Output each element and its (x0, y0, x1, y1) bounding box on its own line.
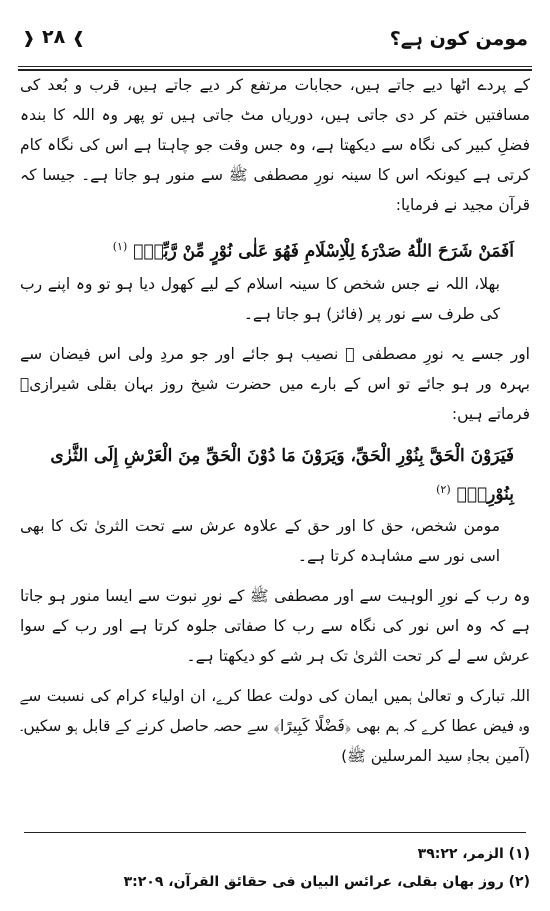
header-rule (18, 66, 532, 67)
paragraph: وہ رب کے نورِ الوہیت سے اور مصطفی ﷺ کے نورِ نبوت سے ایسا منور ہو جاتا ہے کہ وہ اس نور کی نگاہ سے رب کا صفاتی جلوہ کرتا ہے اور رب کے سوا عرش سے لے کر تحت الثریٰ تک ہر شے کو دیکھتا ہے۔ (20, 587, 530, 666)
paragraph: اللہ تبارک و تعالیٰ ہمیں ایمان کی دولت عطا کرے، ان اولیاء کرام کی نسبت سے وہ فیض عطا کرے کہ ہم بھی ﴿فَضْلًا كَبِيرًا﴾ سے حصہ حاصل کرنے کے قابل ہو سکیں۔ (آمین بجاہِ سید المرسلین ﷺ) (20, 687, 530, 766)
arabic-quote (20, 439, 530, 512)
page-number-group (22, 26, 85, 48)
arabic-quote-text: فَیَرَوْنَ الْحَقَّ بِنُوْرِ الْحَقِّ، وَیَرَوْنَ مَا دُوْنَ الْحَقِّ مِنَ الْعَرْشِ إِلَى الثَّرٰى بِنُوْرِهٖ۔ (50, 445, 514, 505)
page-number: ۲۸ (42, 26, 66, 48)
footnote: (۱) الزمر، ۳۹:۲۲ (417, 846, 530, 862)
footnote-rule (24, 832, 526, 833)
footnote: (۲) روز بهان بقلی، عرائس البیان فی حقائق القرآن، ۳:۲۰۹ (123, 874, 530, 890)
paragraph: اور جسے یہ نورِ مصطفی ﷺ نصیب ہو جائے اور جو مردِ ولی اس فیضان سے بہرہ ور ہو جائے تو اس کے بارے میں حضرت شیخ روز بہان بقلی شیرازیؒ فرماتے ہیں: (20, 344, 530, 423)
ornament-left-icon: ❰ (22, 28, 36, 47)
footnote-ref: (۲) (436, 482, 451, 496)
paragraph: کے پردے اٹھا دیے جاتے ہیں، حجابات مرتفع کر دیے جاتے ہیں، قرب و بُعد کی مسافتیں ختم کر دی جاتی ہیں، دوریاں مٹ جاتی ہیں تو پھر وہ اللہ کا بندہ فضلِ کبیر کی نگاہ سے دیکھتا ہے، وہ جس وقت جو چاہتا ہے اس کی نگاہ کام کرتی ہے کیونکہ اس کا سینہ نورِ مصطفی ﷺ سے منور ہو جاتا ہے۔ جیسا کہ قرآن مجید نے فرمایا: (20, 76, 530, 214)
running-title: مومن کون ہے؟ (389, 28, 528, 50)
verse-translation: بھلا، اللہ نے جس شخص کا سینہ اسلام کے لیے کھول دیا ہو تو وہ اپنے رب کی طرف سے نور پر (فائز) ہو جاتا ہے۔ (20, 274, 500, 323)
quote-translation: مومن شخص، حق کا اور حق کے علاوہ عرش سے تحت الثریٰ تک کا بھی اسی نور سے مشاہدہ کرتا ہے۔ (20, 517, 500, 566)
footnote-ref: (۱) (112, 240, 128, 253)
footnotes (20, 840, 530, 896)
quran-verse-text: اَفَمَنْ شَرَحَ اللّٰهُ صَدْرَهٗ لِلْاِسْلَامِ فَهُوَ عَلٰى نُوْرٍ مِّنْ رَّبِّهٖ۔ (133, 241, 514, 262)
page-body (20, 70, 530, 771)
quran-verse (20, 230, 530, 269)
ornament-right-icon: ❱ (71, 28, 86, 47)
page-header (0, 22, 550, 58)
